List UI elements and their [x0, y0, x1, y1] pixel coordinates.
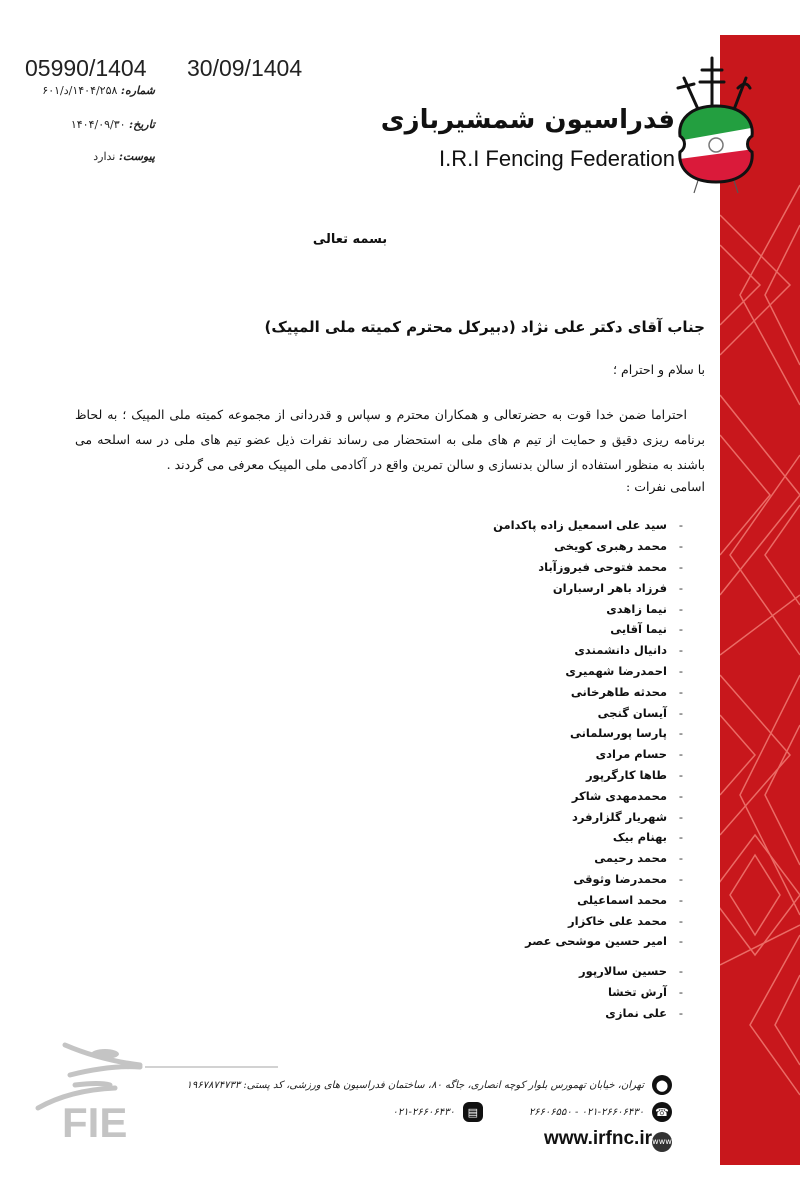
body-paragraph: احتراما ضمن خدا قوت به حضرتعالی و همکاران محترم و سپاس و قدردانی از مجموعه کمیته ملی المپیک ؛ به لحاظ برنامه ریزی دقیق و حمایت از تیم م های ملی به استحضار می رساند نفرات ذیل عضو تیم های ملی در سه اسلحه می باشند به منظور استفاده از سالن بدنسازی و سالن تمرین واقع در آکادمی ملی المپیک معرفی می گردند . — [75, 407, 705, 472]
list-item: - محمد رحیمی — [594, 851, 684, 866]
date-value: ۱۴۰۴/۰۹/۳۰ — [70, 118, 126, 131]
federation-emblem-icon — [672, 48, 762, 198]
website-link[interactable]: www.irfnc.ir — [543, 1128, 652, 1149]
list-item: - امیر حسین موشحی عصر — [525, 934, 684, 949]
footer-address: تهران، خیابان تهمورس بلوار کوچه انصاری، جاگه ۸۰، ساختمان فدراسیون های ورزشی، کد پستی: ۱۹۶۷۸۷۴۷۳۳ — [186, 1079, 644, 1091]
attachment-value: ندارد — [93, 150, 116, 163]
list-item: - حسام مرادی — [595, 747, 684, 762]
list-item: - آرش تخشا — [607, 985, 684, 1000]
globe-icon: www — [652, 1129, 672, 1152]
phone-icon: ☎ — [652, 1102, 672, 1122]
names-title: اسامی نفرات : — [626, 479, 705, 494]
fie-text: FIE — [62, 1099, 128, 1140]
list-item: - بهنام بیک — [612, 830, 684, 845]
number-label: شماره: — [120, 84, 155, 97]
list-item: - سید علی اسمعیل زاده پاکدامن — [493, 518, 684, 533]
greeting-text: با سلام و احترام ؛ — [613, 362, 705, 377]
attachment-label: پیوست: — [118, 150, 155, 163]
attachment-row — [0, 150, 155, 163]
addressee-heading: جناب آقای دکتر علی نژاد (دبیرکل محترم کمیته ملی المپیک) — [264, 318, 705, 336]
date-label: تاریخ: — [129, 118, 155, 131]
list-item: - محمدمهدی شاکر — [571, 788, 684, 803]
names-list-extra — [435, 961, 695, 1023]
footer-fax: ۰۲۱-۲۶۶۰۶۴۳۰ — [392, 1106, 455, 1118]
list-item: - محمد اسماعیلی — [577, 892, 684, 907]
location-pin-icon: ⬤ — [652, 1075, 672, 1095]
geometric-pattern-icon — [720, 35, 800, 1165]
list-item: - فرزاد باهر ارسباران — [552, 580, 684, 595]
federation-name-fa: فدراسیون شمشیربازی — [380, 105, 675, 135]
footer-phone-row — [392, 1102, 672, 1122]
list-item: - شهریار گلزارفرد — [572, 809, 684, 824]
number-value: ۱۴۰۴/۲۵۸/د/۶۰۱ — [42, 84, 118, 97]
list-item: - محمدرضا وثوقی — [573, 871, 684, 886]
fax-icon: ▤ — [463, 1102, 483, 1122]
names-list — [435, 515, 695, 952]
list-item: - محمد علی خاکزار — [568, 913, 684, 928]
list-item: - حسین سالارپور — [579, 964, 684, 979]
list-item: - محمد فتوحی فیروزآباد — [538, 559, 684, 574]
federation-name-en: I.R.I Fencing Federation — [438, 146, 675, 171]
letter-date-latin: 30/09/1404 — [187, 55, 303, 81]
footer-address-row — [187, 1075, 672, 1095]
list-item: - نیما زاهدی — [606, 601, 684, 616]
list-item: - دانیال دانشمندی — [574, 643, 684, 658]
list-item: - طاها کارگرپور — [585, 767, 684, 782]
list-item: - احمدرضا شهمیری — [565, 663, 684, 678]
list-item: - محدثه طاهرخانی — [570, 684, 684, 699]
list-item: - علی نمازی — [605, 1005, 684, 1020]
letter-number-latin: 05990/1404 — [25, 55, 147, 81]
list-item: - پارسا پورسلمانی — [569, 726, 684, 741]
footer-phones: ۰۲۱-۲۶۶۰۶۴۳۰ - ۲۶۶۰۶۵۵۰ — [528, 1106, 644, 1118]
letter-number-row — [0, 84, 155, 97]
bismillah-heading: بسمه تعالی — [312, 232, 388, 247]
decorative-red-band — [720, 35, 800, 1165]
list-item: - نیما آقایی — [610, 622, 684, 637]
list-item: - آیسان گنجی — [597, 705, 684, 720]
list-item: - محمد رهبری کویخی — [554, 539, 684, 554]
letter-date-row — [0, 118, 155, 131]
